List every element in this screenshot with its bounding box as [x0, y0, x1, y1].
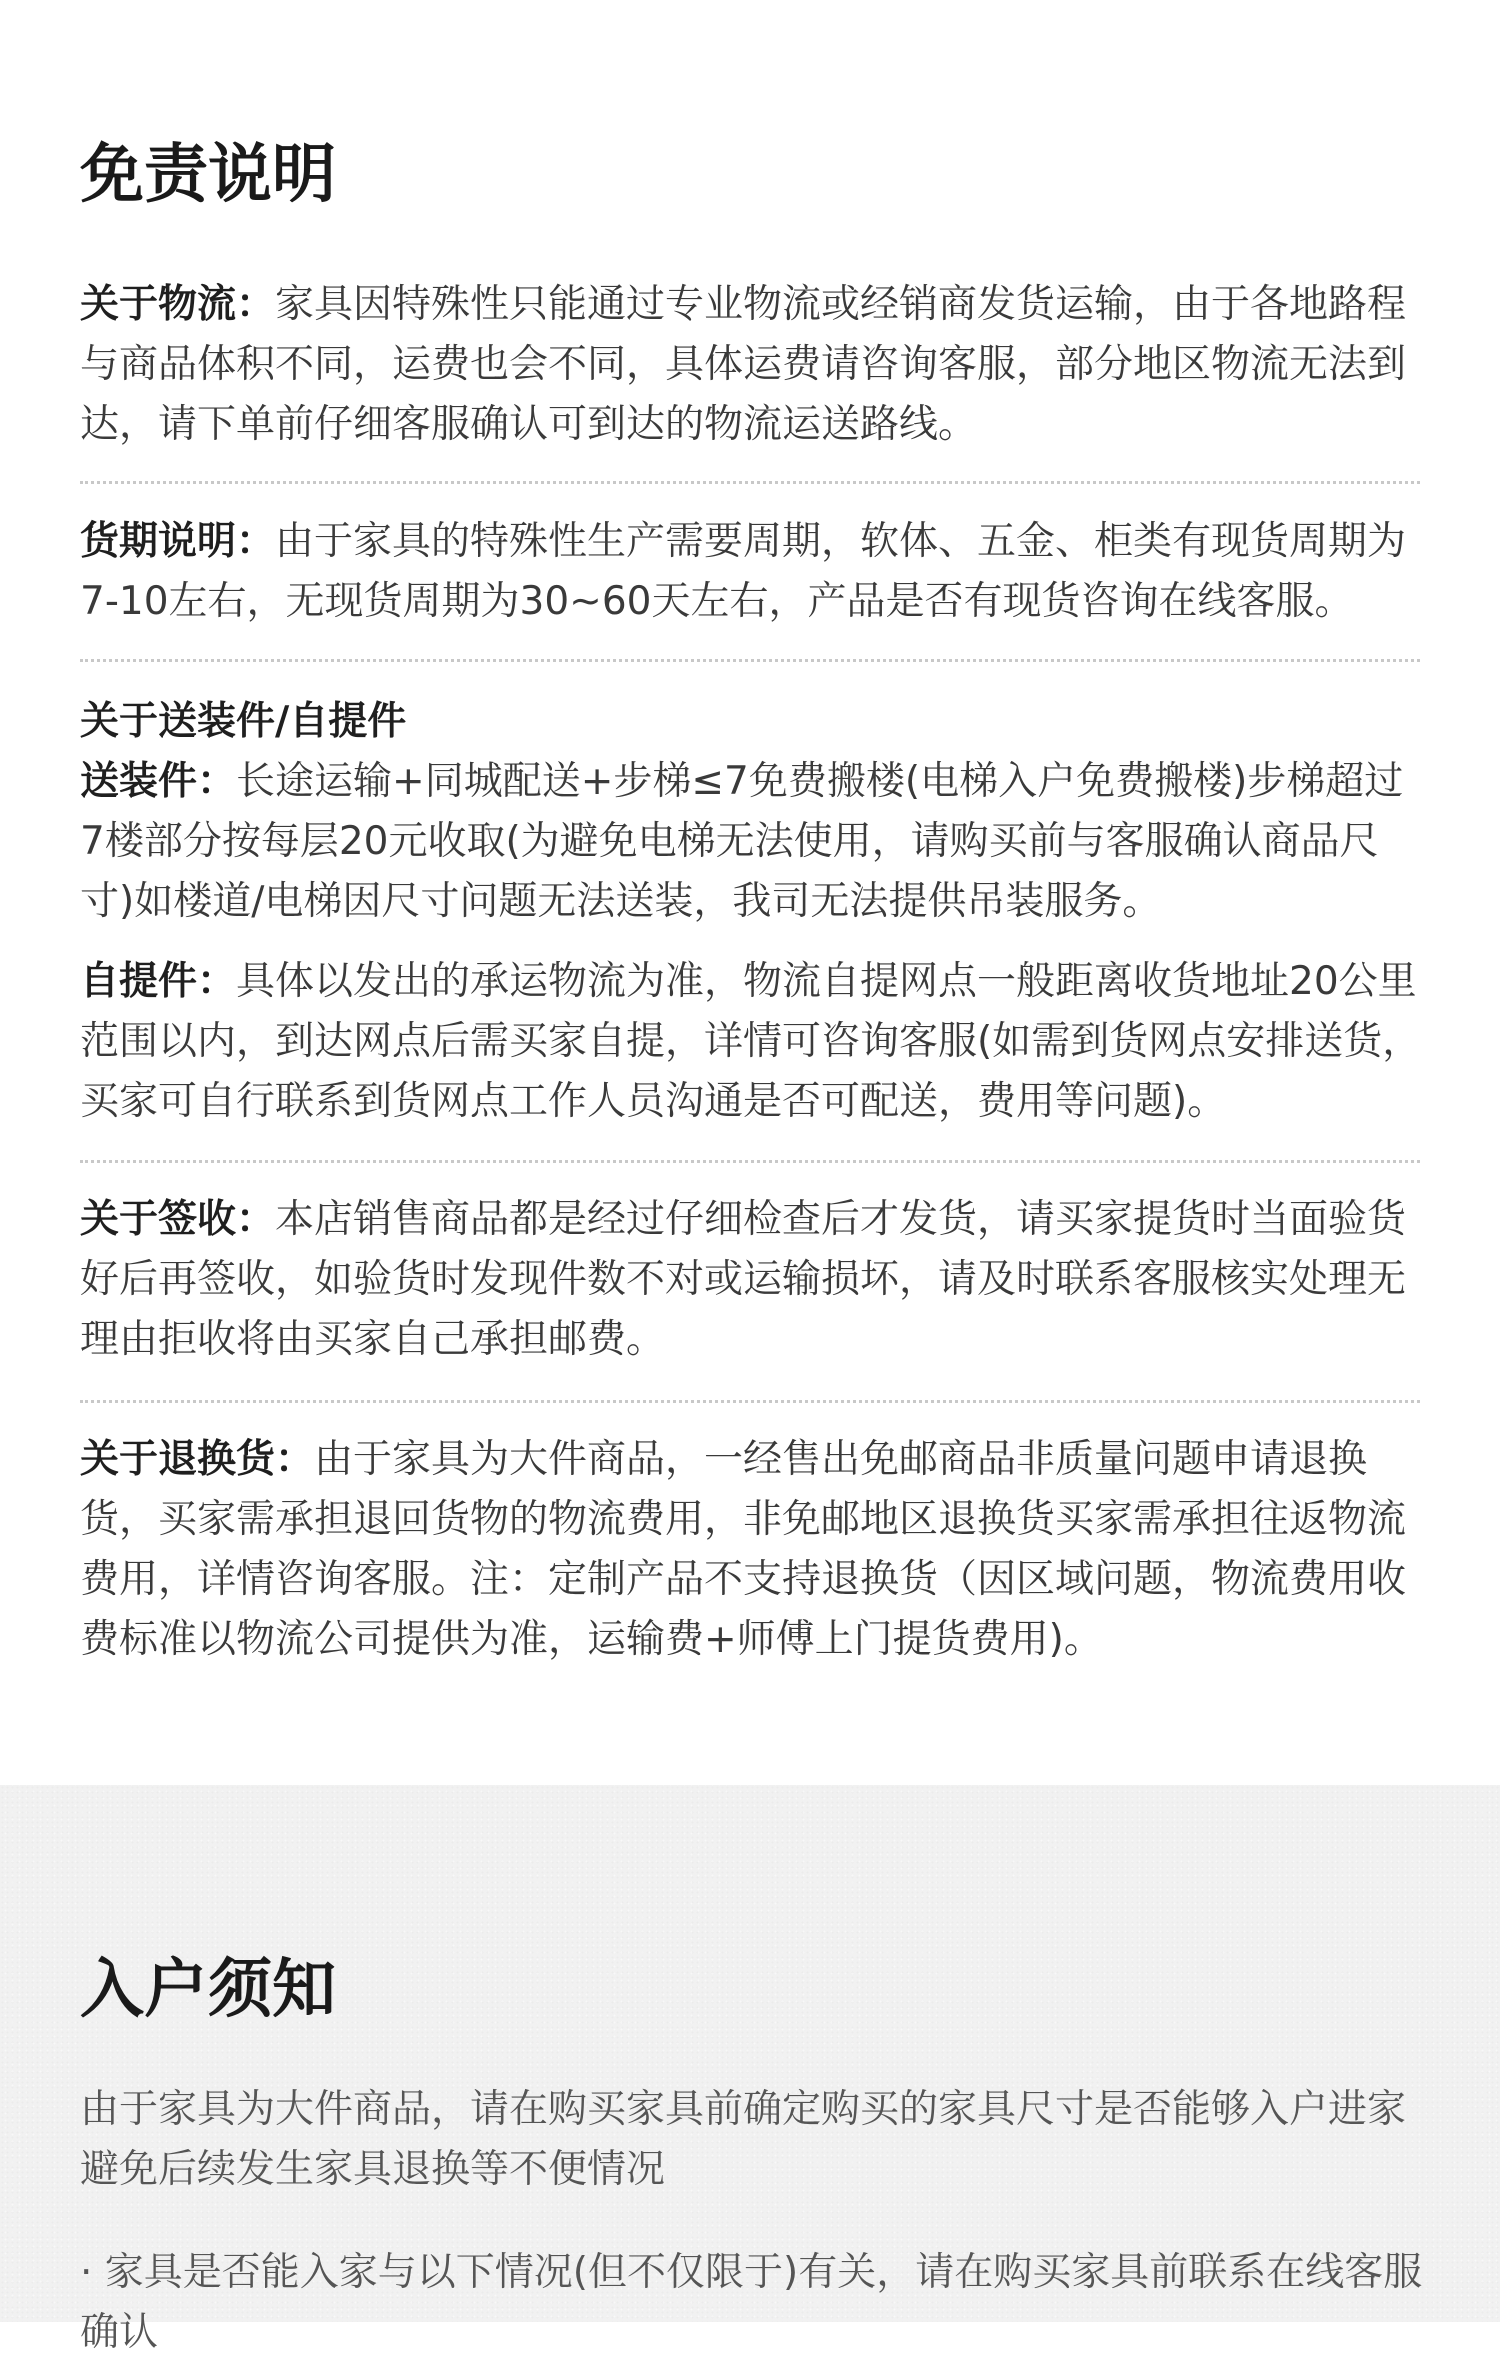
install-paragraph	[80, 752, 1425, 932]
install-label: 送装件：	[80, 759, 237, 804]
logistics-label: 关于物流：	[80, 282, 276, 327]
receipt-label: 关于签收：	[80, 1197, 276, 1242]
logistics-paragraph	[80, 275, 1425, 455]
divider	[80, 481, 1420, 484]
receipt-paragraph	[80, 1190, 1425, 1370]
pickup-paragraph	[80, 952, 1425, 1132]
logistics-text: 家具因特殊性只能通过专业物流或经销商发货运输，由于各地路程与商品体积不同，运费也会不同，具体运费请咨询客服，部分地区物流无法到达，请下单前仔细客服确认可到达的物流运送路线。	[80, 282, 1407, 447]
pickup-label: 自提件：	[80, 959, 237, 1004]
delivery-period-label: 货期说明：	[80, 519, 276, 564]
entry-notice-section	[0, 1785, 1500, 2355]
divider	[80, 1160, 1420, 1163]
entry-notice-title: 入户须知	[80, 1953, 336, 2027]
install-pickup-heading: 关于送装件/自提件	[80, 699, 407, 744]
divider	[80, 659, 1420, 662]
pickup-text: 具体以发出的承运物流为准，物流自提网点一般距离收货地址20公里范围以内，到达网点后需买家自提，详情可咨询客服(如需到货网点安排送货，买家可自行联系到货网点工作人员沟通是否可配送，费用等问题)。	[80, 959, 1422, 1124]
returns-paragraph	[80, 1430, 1425, 1670]
delivery-period-paragraph	[80, 512, 1425, 632]
receipt-text: 本店销售商品都是经过仔细检查后才发货，请买家提货时当面验货好后再签收，如验货时发现件数不对或运输损坏，请及时联系客服核实处理无理由拒收将由买家自己承担邮费。	[80, 1197, 1407, 1362]
returns-label: 关于退换货：	[80, 1437, 315, 1482]
install-text: 长途运输+同城配送+步梯≤7免费搬楼(电梯入户免费搬楼)步梯超过7楼部分按每层20元收取(为避免电梯无法使用，请购买前与客服确认商品尺寸)如楼道/电梯因尺寸问题无法送装，我司无法提供吊装服务。	[80, 759, 1404, 924]
entry-notice-bullet: · 家具是否能入家与以下情况(但不仅限于)有关，请在购买家具前联系在线客服确认	[80, 2250, 1423, 2355]
divider	[80, 1400, 1420, 1403]
returns-text: 由于家具为大件商品，一经售出免邮商品非质量问题申请退换货，买家需承担退回货物的物流费用，非免邮地区退换货买家需承担往返物流费用，详情咨询客服。注：定制产品不支持退换货（因区域问题，物流费用收费标准以物流公司提供为准，运输费+师傅上门提货费用)。	[80, 1437, 1407, 1662]
entry-notice-intro: 由于家具为大件商品，请在购买家具前确定购买的家具尺寸是否能够入户进家避免后续发生家具退换等不便情况	[80, 2087, 1407, 2192]
disclaimer-title: 免责说明	[80, 138, 336, 212]
delivery-period-text: 由于家具的特殊性生产需要周期，软体、五金、柜类有现货周期为7-10左右，无现货周期为30~60天左右，产品是否有现货咨询在线客服。	[80, 519, 1407, 624]
